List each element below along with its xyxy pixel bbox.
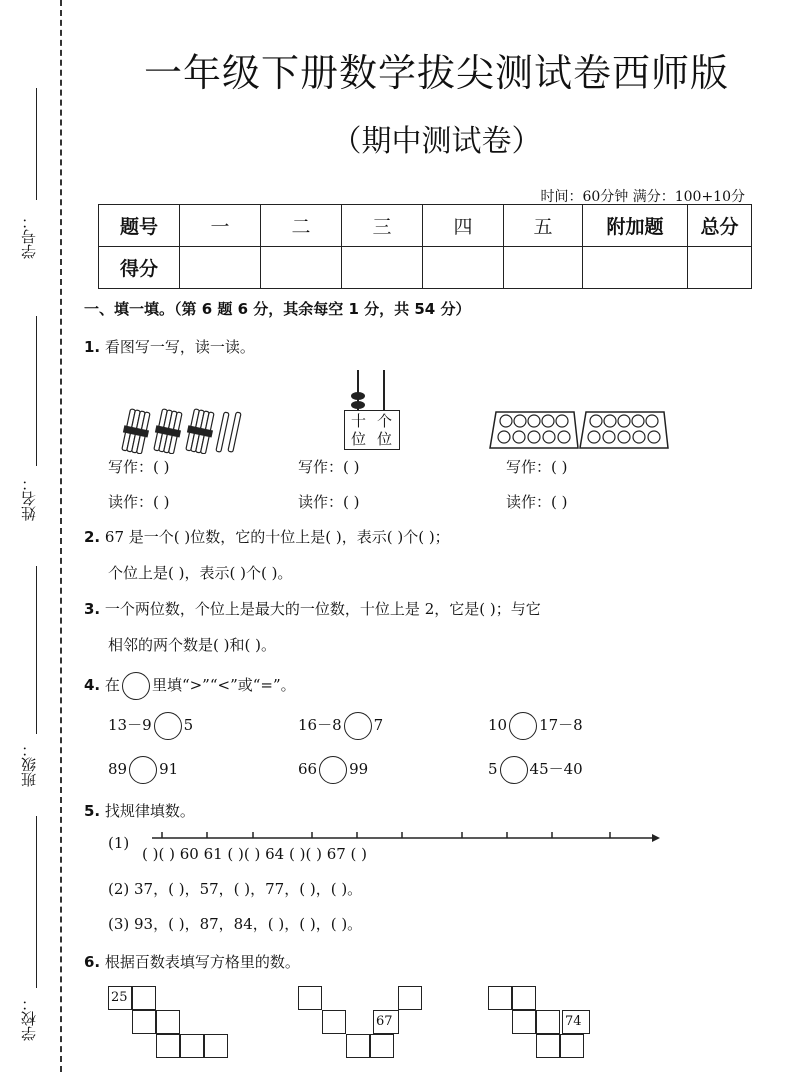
question-number: 6. xyxy=(84,953,101,971)
grid-cell[interactable] xyxy=(398,986,422,1010)
compare-circle-icon[interactable] xyxy=(319,756,347,784)
write-blank[interactable]: 写作：( ) xyxy=(298,458,360,476)
score-header-cell: 题号 xyxy=(99,205,180,247)
compare-circle-icon[interactable] xyxy=(154,712,182,740)
grid-cell[interactable] xyxy=(346,1034,370,1058)
compare-circle-icon[interactable] xyxy=(509,712,537,740)
name-line xyxy=(36,316,37,466)
compare-item xyxy=(488,712,583,740)
score-header-cell: 三 xyxy=(342,205,423,247)
question-text: 里填“>”“<”或“=”。 xyxy=(151,676,296,694)
grid-cell[interactable] xyxy=(560,1034,584,1058)
score-cell[interactable] xyxy=(180,247,261,289)
question-2-line2: 个位上是( )，表示( )个( )。 xyxy=(108,564,293,582)
stick-bundles-icon xyxy=(118,408,248,454)
page-subtitle: （期中测试卷） xyxy=(331,124,542,159)
score-header-cell: 二 xyxy=(261,205,342,247)
grid-cell: 67 xyxy=(373,1010,399,1034)
abacus-ten-label: 十 xyxy=(351,412,367,430)
question-3 xyxy=(84,598,541,619)
question-6 xyxy=(84,951,300,972)
compare-left: 10 xyxy=(488,716,508,734)
compare-left: 89 xyxy=(108,760,128,778)
compare-right: 5 xyxy=(183,716,194,734)
q5-part3[interactable]: (3) 93，( )，87，84，( )，( )，( )。 xyxy=(108,915,363,933)
grid-cell[interactable] xyxy=(512,986,536,1010)
score-row xyxy=(99,247,752,289)
grid-cell[interactable] xyxy=(512,1010,536,1034)
score-row-label: 得分 xyxy=(99,247,180,289)
name-label: 姓名： xyxy=(20,476,38,521)
compare-left: 16－8 xyxy=(298,716,342,734)
question-number: 1. xyxy=(84,338,101,356)
compare-left: 13－9 xyxy=(108,716,152,734)
question-2 xyxy=(84,526,450,547)
question-number: 5. xyxy=(84,802,101,820)
compare-right: 7 xyxy=(373,716,384,734)
score-header-cell: 附加题 xyxy=(583,205,688,247)
score-table xyxy=(98,204,752,289)
grid-cell[interactable] xyxy=(322,1010,346,1034)
compare-item xyxy=(108,712,193,740)
student-id-label: 学号： xyxy=(20,214,38,259)
question-text: 根据百数表填写方格里的数。 xyxy=(104,953,300,971)
number-line-arrow-icon xyxy=(150,830,660,846)
grid-cell[interactable] xyxy=(180,1034,204,1058)
score-cell[interactable] xyxy=(504,247,583,289)
compare-right: 91 xyxy=(159,760,179,778)
section-heading: 一、填一填。（第 6 题 6 分，其余每空 1 分，共 54 分） xyxy=(84,300,471,318)
abacus-icon xyxy=(344,370,400,450)
question-1 xyxy=(84,336,255,357)
score-cell[interactable] xyxy=(423,247,504,289)
question-text: 找规律填数。 xyxy=(104,802,195,820)
score-cell[interactable] xyxy=(342,247,423,289)
compare-right: 45－40 xyxy=(529,760,583,778)
grid-cell[interactable] xyxy=(132,1010,156,1034)
grid-cell: 25 xyxy=(108,986,132,1010)
compare-circle-icon xyxy=(122,672,150,700)
abacus-pos-label: 位 xyxy=(351,430,367,448)
read-blank[interactable]: 读作：( ) xyxy=(108,493,170,511)
page-title: 一年级下册数学拔尖测试卷西师版 xyxy=(143,51,729,95)
question-4 xyxy=(84,672,296,700)
grid-cell[interactable] xyxy=(156,1034,180,1058)
compare-right: 99 xyxy=(349,760,369,778)
time-info: 时间：60分钟 满分：100+10分 xyxy=(540,189,745,205)
grid-cell[interactable] xyxy=(488,986,512,1010)
grid-cell[interactable] xyxy=(204,1034,228,1058)
grid-cell[interactable] xyxy=(536,1010,560,1034)
write-blank[interactable]: 写作：( ) xyxy=(108,458,170,476)
compare-item xyxy=(298,756,368,784)
score-header-row xyxy=(99,205,752,247)
abacus-one-label: 个 xyxy=(377,412,393,430)
question-number: 3. xyxy=(84,600,101,618)
question-text: 在 xyxy=(104,676,120,694)
score-cell[interactable] xyxy=(261,247,342,289)
compare-right: 17－8 xyxy=(539,716,583,734)
question-5 xyxy=(84,800,195,821)
write-blank[interactable]: 写作：( ) xyxy=(506,458,568,476)
grid-cell[interactable] xyxy=(132,986,156,1010)
score-cell[interactable] xyxy=(583,247,688,289)
abacus-pos-label: 位 xyxy=(377,430,393,448)
read-blank[interactable]: 读作：( ) xyxy=(506,493,568,511)
compare-circle-icon[interactable] xyxy=(344,712,372,740)
score-cell[interactable] xyxy=(688,247,752,289)
question-text: 一个两位数，个位上是最大的一位数，十位上是 2，它是( )；与它 xyxy=(104,600,541,618)
question-3-line2: 相邻的两个数是( )和( )。 xyxy=(108,636,276,654)
class-line xyxy=(36,566,37,734)
grid-cell[interactable] xyxy=(536,1034,560,1058)
school-label: 学校： xyxy=(20,996,38,1041)
cut-dashed-line xyxy=(60,0,62,1072)
question-number: 4. xyxy=(84,676,101,694)
score-header-cell: 一 xyxy=(180,205,261,247)
student-id-line xyxy=(36,88,37,200)
grid-cell[interactable] xyxy=(156,1010,180,1034)
score-header-cell: 总分 xyxy=(688,205,752,247)
q5-part1-sequence[interactable]: ( )( ) 60 61 ( )( ) 64 ( )( ) 67 ( ) xyxy=(142,845,368,863)
grid-cell[interactable] xyxy=(298,986,322,1010)
compare-circle-icon[interactable] xyxy=(500,756,528,784)
compare-left: 5 xyxy=(488,760,498,778)
score-header-cell: 五 xyxy=(504,205,583,247)
compare-item xyxy=(108,756,178,784)
question-number: 2. xyxy=(84,528,101,546)
question-text: 67 是一个( )位数，它的十位上是( )，表示( )个( )； xyxy=(104,528,450,546)
grid-cell[interactable] xyxy=(370,1034,394,1058)
compare-item xyxy=(298,712,383,740)
grid-cell: 74 xyxy=(562,1010,590,1034)
ten-frame-trays-icon xyxy=(488,410,668,450)
school-line xyxy=(36,816,37,988)
q5-part2[interactable]: (2) 37，( )，57，( )，77，( )，( )。 xyxy=(108,880,363,898)
score-header-cell: 四 xyxy=(423,205,504,247)
read-blank[interactable]: 读作：( ) xyxy=(298,493,360,511)
compare-item xyxy=(488,756,583,784)
question-text: 看图写一写，读一读。 xyxy=(104,338,255,356)
compare-left: 66 xyxy=(298,760,318,778)
class-label: 班级： xyxy=(20,742,38,787)
q5-part1-label: (1) xyxy=(108,834,130,852)
compare-circle-icon[interactable] xyxy=(129,756,157,784)
